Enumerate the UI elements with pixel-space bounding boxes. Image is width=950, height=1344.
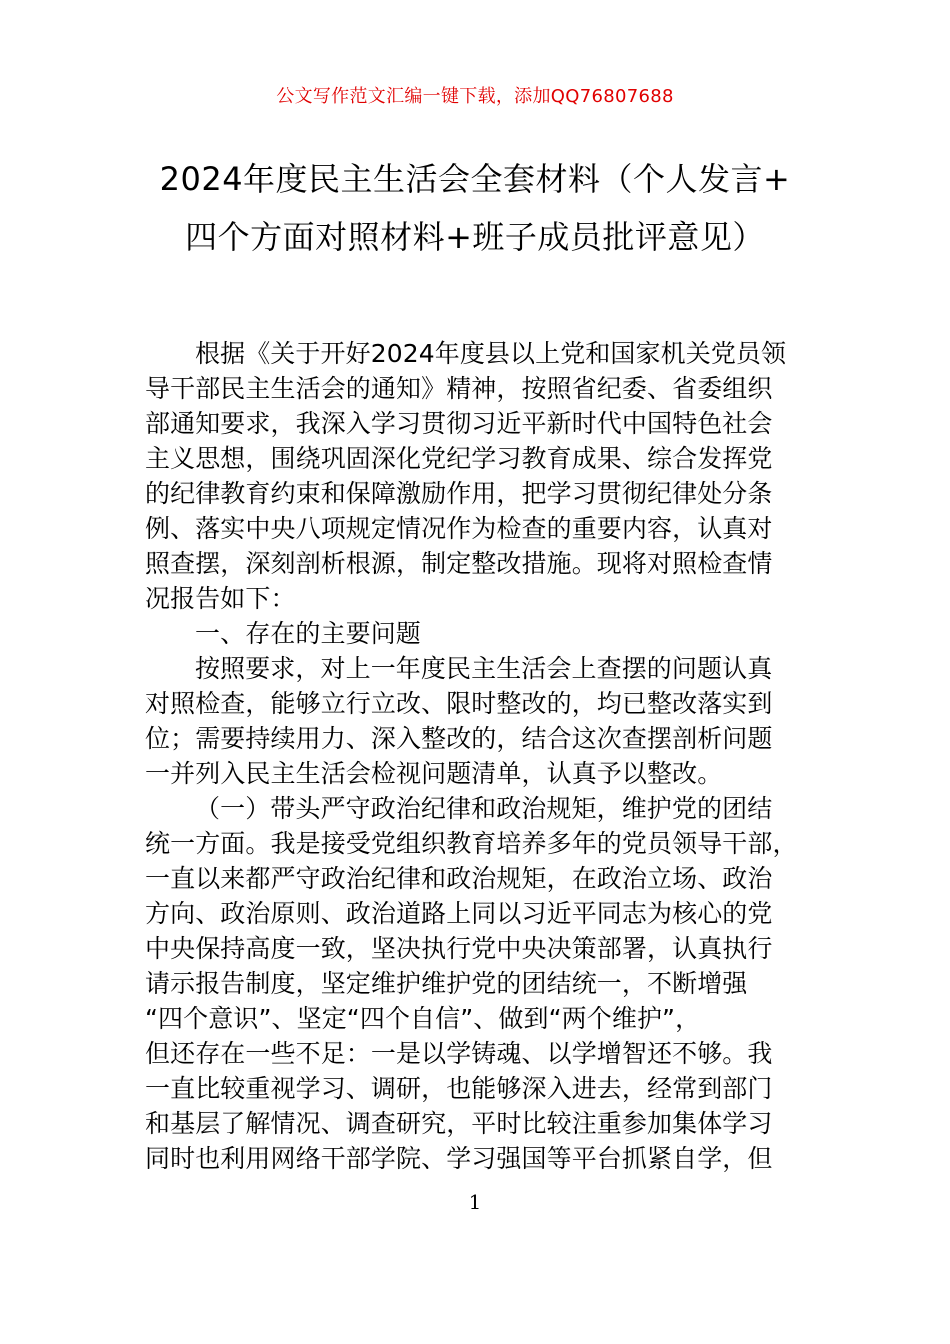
text-line: 同时也利用网络干部学院、学习强国等平台抓紧自学，但	[145, 1144, 773, 1173]
text-line: 一直以来都严守政治纪律和政治规矩，在政治立场、政治	[145, 864, 773, 893]
title-line-2: 四个方面对照材料+班子成员批评意见）	[185, 218, 765, 256]
heading-line: 一、存在的主要问题	[195, 619, 421, 648]
text-line: 根据《关于开好2024年度县以上党和国家机关党员领	[195, 339, 787, 368]
paragraph-intro	[145, 336, 810, 616]
text-line: “四个意识”、坚定“四个自信”、做到“两个维护”，	[145, 1004, 701, 1033]
paragraph-requirements	[145, 651, 810, 791]
text-line: 例、落实中央八项规定情况作为检查的重要内容，认真对	[145, 514, 773, 543]
text-line: 方向、政治原则、政治道路上同以习近平同志为核心的党	[145, 899, 773, 928]
document-body	[145, 336, 810, 1176]
text-line: 照查摆，深刻剖析根源，制定整改措施。现将对照检查情	[145, 549, 773, 578]
text-line: 位；需要持续用力、深入整改的，结合这次查摆剖析问题	[145, 724, 773, 753]
text-line: 导干部民主生活会的通知》精神，按照省纪委、省委组织	[145, 374, 773, 403]
text-line: 对照检查，能够立行立改、限时整改的，均已整改落实到	[145, 689, 773, 718]
text-line: 一直比较重视学习、调研，也能够深入进去，经常到部门	[145, 1074, 773, 1103]
text-line: 中央保持高度一致，坚决执行党中央决策部署，认真执行	[145, 934, 773, 963]
text-line: 一并列入民主生活会检视问题清单，认真予以整改。	[145, 759, 723, 788]
text-line: 和基层了解情况、调查研究，平时比较注重参加集体学习	[145, 1109, 773, 1138]
title-line-1: 2024年度民主生活会全套材料（个人发言+	[159, 160, 791, 198]
paragraph-political-discipline	[145, 791, 810, 1176]
text-line: 按照要求，对上一年度民主生活会上查摆的问题认真	[195, 654, 773, 683]
text-line: 的纪律教育约束和保障激励作用，把学习贯彻纪律处分条	[145, 479, 773, 508]
text-line: 但还存在一些不足：一是以学铸魂、以学增智还不够。我	[145, 1039, 773, 1068]
document-title	[120, 150, 830, 266]
text-line: 统一方面。我是接受党组织教育培养多年的党员领导干部，	[145, 829, 798, 858]
text-line: 部通知要求，我深入学习贯彻习近平新时代中国特色社会	[145, 409, 773, 438]
page-number: 1	[468, 1190, 482, 1214]
text-line: 况报告如下：	[145, 584, 296, 613]
text-line: 请示报告制度，坚定维护维护党的团结统一，不断增强	[145, 969, 748, 998]
text-line: （一）带头严守政治纪律和政治规矩，维护党的团结	[195, 794, 773, 823]
text-line: 主义思想，围绕巩固深化党纪学习教育成果、综合发挥党	[145, 444, 773, 473]
section-heading	[145, 616, 810, 651]
download-notice: 公文写作范文汇编一键下载，添加QQ76807688	[276, 86, 674, 107]
